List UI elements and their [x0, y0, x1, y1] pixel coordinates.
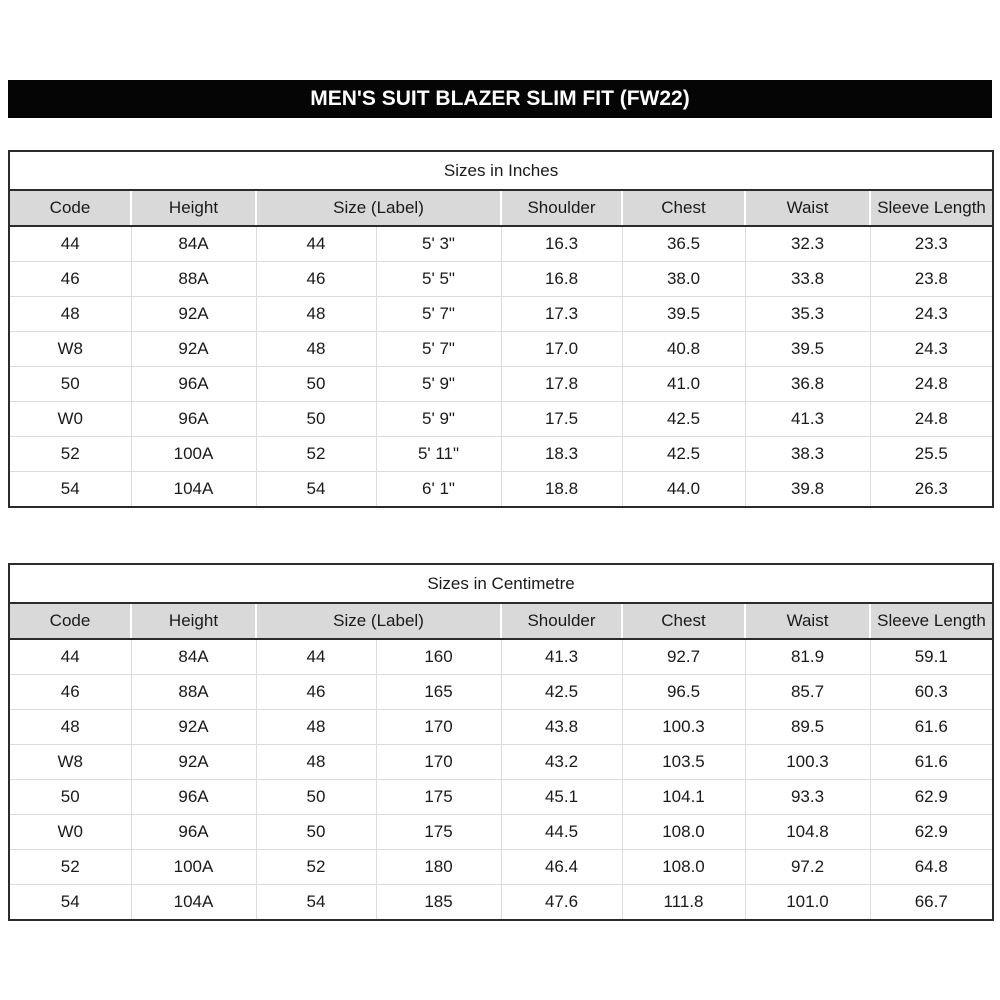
table-cell: 104.8 [745, 815, 870, 850]
table-cell: 18.3 [501, 437, 622, 472]
table-row [9, 780, 993, 815]
table-cell: W0 [9, 815, 131, 850]
table-cell: 39.5 [745, 332, 870, 367]
table-row [9, 745, 993, 780]
table-cell: 46.4 [501, 850, 622, 885]
sizes-in-inches-table [8, 150, 994, 508]
table-title-row [9, 151, 993, 190]
table-cell: 92A [131, 710, 256, 745]
column-header-sleeve-length: Sleeve Length [870, 603, 993, 639]
table-cell: 44.5 [501, 815, 622, 850]
column-header-code: Code [9, 190, 131, 226]
table-cell: 42.5 [501, 675, 622, 710]
table-cell: 17.5 [501, 402, 622, 437]
table-cell: 16.8 [501, 262, 622, 297]
table-cell: 40.8 [622, 332, 745, 367]
table-cell: 108.0 [622, 850, 745, 885]
table-cell: 61.6 [870, 745, 993, 780]
table-cell: 96A [131, 780, 256, 815]
table-cell: 48 [256, 332, 376, 367]
table-cell: 64.8 [870, 850, 993, 885]
table-cell: 96A [131, 402, 256, 437]
table-row [9, 402, 993, 437]
table-cell: 5' 7" [376, 297, 501, 332]
table-cell: 48 [256, 710, 376, 745]
table-cell: 46 [9, 675, 131, 710]
table-cell: 44 [9, 639, 131, 675]
table-cell: 54 [256, 472, 376, 508]
table-title: Sizes in Inches [9, 151, 993, 190]
table-cell: 48 [9, 297, 131, 332]
table-cell: 84A [131, 639, 256, 675]
table-cell: 44 [256, 226, 376, 262]
column-header-shoulder: Shoulder [501, 603, 622, 639]
table-cell: 5' 5" [376, 262, 501, 297]
table-cell: 92A [131, 332, 256, 367]
table-cell: 180 [376, 850, 501, 885]
table-cell: 5' 7" [376, 332, 501, 367]
table-cell: 42.5 [622, 437, 745, 472]
table-cell: 45.1 [501, 780, 622, 815]
table-row [9, 472, 993, 508]
title-banner [8, 80, 992, 118]
table-cell: 5' 9" [376, 402, 501, 437]
table-cell: 88A [131, 262, 256, 297]
table-cell: 41.3 [745, 402, 870, 437]
table-cell: W8 [9, 332, 131, 367]
table-cell: 50 [256, 815, 376, 850]
column-header-height: Height [131, 190, 256, 226]
table-row [9, 437, 993, 472]
table-cell: 52 [256, 437, 376, 472]
table-cell: 100.3 [745, 745, 870, 780]
table-row [9, 332, 993, 367]
table-cell: 23.8 [870, 262, 993, 297]
table-cell: 50 [256, 402, 376, 437]
table-cell: 170 [376, 710, 501, 745]
table-cell: 104A [131, 885, 256, 921]
table-cell: 61.6 [870, 710, 993, 745]
table-cell: 103.5 [622, 745, 745, 780]
table-cell: 50 [9, 367, 131, 402]
table-cell: 50 [256, 367, 376, 402]
table-cell: 88A [131, 675, 256, 710]
table-cell: 93.3 [745, 780, 870, 815]
table-cell: 24.3 [870, 332, 993, 367]
page-title: MEN'S SUIT BLAZER SLIM FIT (FW22) [310, 87, 690, 110]
table-cell: 52 [9, 437, 131, 472]
table-row [9, 639, 993, 675]
column-header-chest: Chest [622, 603, 745, 639]
table-cell: 35.3 [745, 297, 870, 332]
table-cell: W0 [9, 402, 131, 437]
table-cell: 47.6 [501, 885, 622, 921]
table-cell: 48 [9, 710, 131, 745]
column-header-row [9, 603, 993, 639]
table-row [9, 367, 993, 402]
table-cell: 185 [376, 885, 501, 921]
table-cell: 104A [131, 472, 256, 508]
table-cell: 26.3 [870, 472, 993, 508]
table-cell: 101.0 [745, 885, 870, 921]
table-cell: 97.2 [745, 850, 870, 885]
table-cell: 46 [256, 262, 376, 297]
table-cell: 17.3 [501, 297, 622, 332]
table-row [9, 850, 993, 885]
column-header-waist: Waist [745, 190, 870, 226]
table-cell: 46 [256, 675, 376, 710]
table-cell: 44 [9, 226, 131, 262]
table-cell: 36.5 [622, 226, 745, 262]
table-cell: 24.3 [870, 297, 993, 332]
table-cell: 100.3 [622, 710, 745, 745]
table-row [9, 815, 993, 850]
table-cell: 48 [256, 745, 376, 780]
table-row [9, 885, 993, 921]
table-cell: 5' 11" [376, 437, 501, 472]
table-cell: 111.8 [622, 885, 745, 921]
table-cell: 24.8 [870, 402, 993, 437]
table-cell: 165 [376, 675, 501, 710]
table-cell: 54 [256, 885, 376, 921]
table-cell: 89.5 [745, 710, 870, 745]
table-cell: 52 [9, 850, 131, 885]
table-cell: 43.8 [501, 710, 622, 745]
table-cell: 52 [256, 850, 376, 885]
column-header-waist: Waist [745, 603, 870, 639]
table-cell: 41.0 [622, 367, 745, 402]
table-cell: 16.3 [501, 226, 622, 262]
table-cell: 43.2 [501, 745, 622, 780]
column-header-code: Code [9, 603, 131, 639]
table-cell: 5' 9" [376, 367, 501, 402]
table-cell: 100A [131, 437, 256, 472]
table-cell: 104.1 [622, 780, 745, 815]
column-header-size-label: Size (Label) [256, 603, 501, 639]
table-title: Sizes in Centimetre [9, 564, 993, 603]
table-cell: 66.7 [870, 885, 993, 921]
table-cell: 38.0 [622, 262, 745, 297]
table-cell: 54 [9, 885, 131, 921]
table-cell: 17.8 [501, 367, 622, 402]
table-cell: 92.7 [622, 639, 745, 675]
table-cell: 92A [131, 297, 256, 332]
table-cell: 33.8 [745, 262, 870, 297]
table-row [9, 710, 993, 745]
table-row [9, 262, 993, 297]
table-cell: 46 [9, 262, 131, 297]
table-cell: 59.1 [870, 639, 993, 675]
table-cell: 84A [131, 226, 256, 262]
table-cell: 5' 3" [376, 226, 501, 262]
table-cell: 96A [131, 815, 256, 850]
table-cell: 17.0 [501, 332, 622, 367]
table-cell: 39.8 [745, 472, 870, 508]
table-cell: 81.9 [745, 639, 870, 675]
table-cell: 39.5 [622, 297, 745, 332]
column-header-sleeve-length: Sleeve Length [870, 190, 993, 226]
table-cell: 32.3 [745, 226, 870, 262]
table-cell: 170 [376, 745, 501, 780]
table-cell: 44.0 [622, 472, 745, 508]
table-cell: 18.8 [501, 472, 622, 508]
table-row [9, 675, 993, 710]
column-header-shoulder: Shoulder [501, 190, 622, 226]
table-row [9, 226, 993, 262]
table-cell: 41.3 [501, 639, 622, 675]
table-cell: 44 [256, 639, 376, 675]
table-cell: 175 [376, 780, 501, 815]
table-title-row [9, 564, 993, 603]
table-cell: 50 [9, 780, 131, 815]
table-cell: 48 [256, 297, 376, 332]
table-cell: W8 [9, 745, 131, 780]
table-cell: 36.8 [745, 367, 870, 402]
table-cell: 85.7 [745, 675, 870, 710]
column-header-height: Height [131, 603, 256, 639]
table-cell: 100A [131, 850, 256, 885]
tables-container [0, 150, 1000, 921]
table-cell: 60.3 [870, 675, 993, 710]
table-cell: 62.9 [870, 815, 993, 850]
column-header-chest: Chest [622, 190, 745, 226]
column-header-row [9, 190, 993, 226]
table-cell: 96.5 [622, 675, 745, 710]
table-cell: 24.8 [870, 367, 993, 402]
table-cell: 96A [131, 367, 256, 402]
table-row [9, 297, 993, 332]
table-cell: 160 [376, 639, 501, 675]
table-cell: 92A [131, 745, 256, 780]
table-cell: 50 [256, 780, 376, 815]
sizes-in-centimetre-table [8, 563, 994, 921]
column-header-size-label: Size (Label) [256, 190, 501, 226]
table-cell: 25.5 [870, 437, 993, 472]
table-cell: 38.3 [745, 437, 870, 472]
table-cell: 108.0 [622, 815, 745, 850]
table-cell: 54 [9, 472, 131, 508]
table-cell: 6' 1" [376, 472, 501, 508]
table-cell: 62.9 [870, 780, 993, 815]
table-cell: 175 [376, 815, 501, 850]
table-cell: 23.3 [870, 226, 993, 262]
table-cell: 42.5 [622, 402, 745, 437]
